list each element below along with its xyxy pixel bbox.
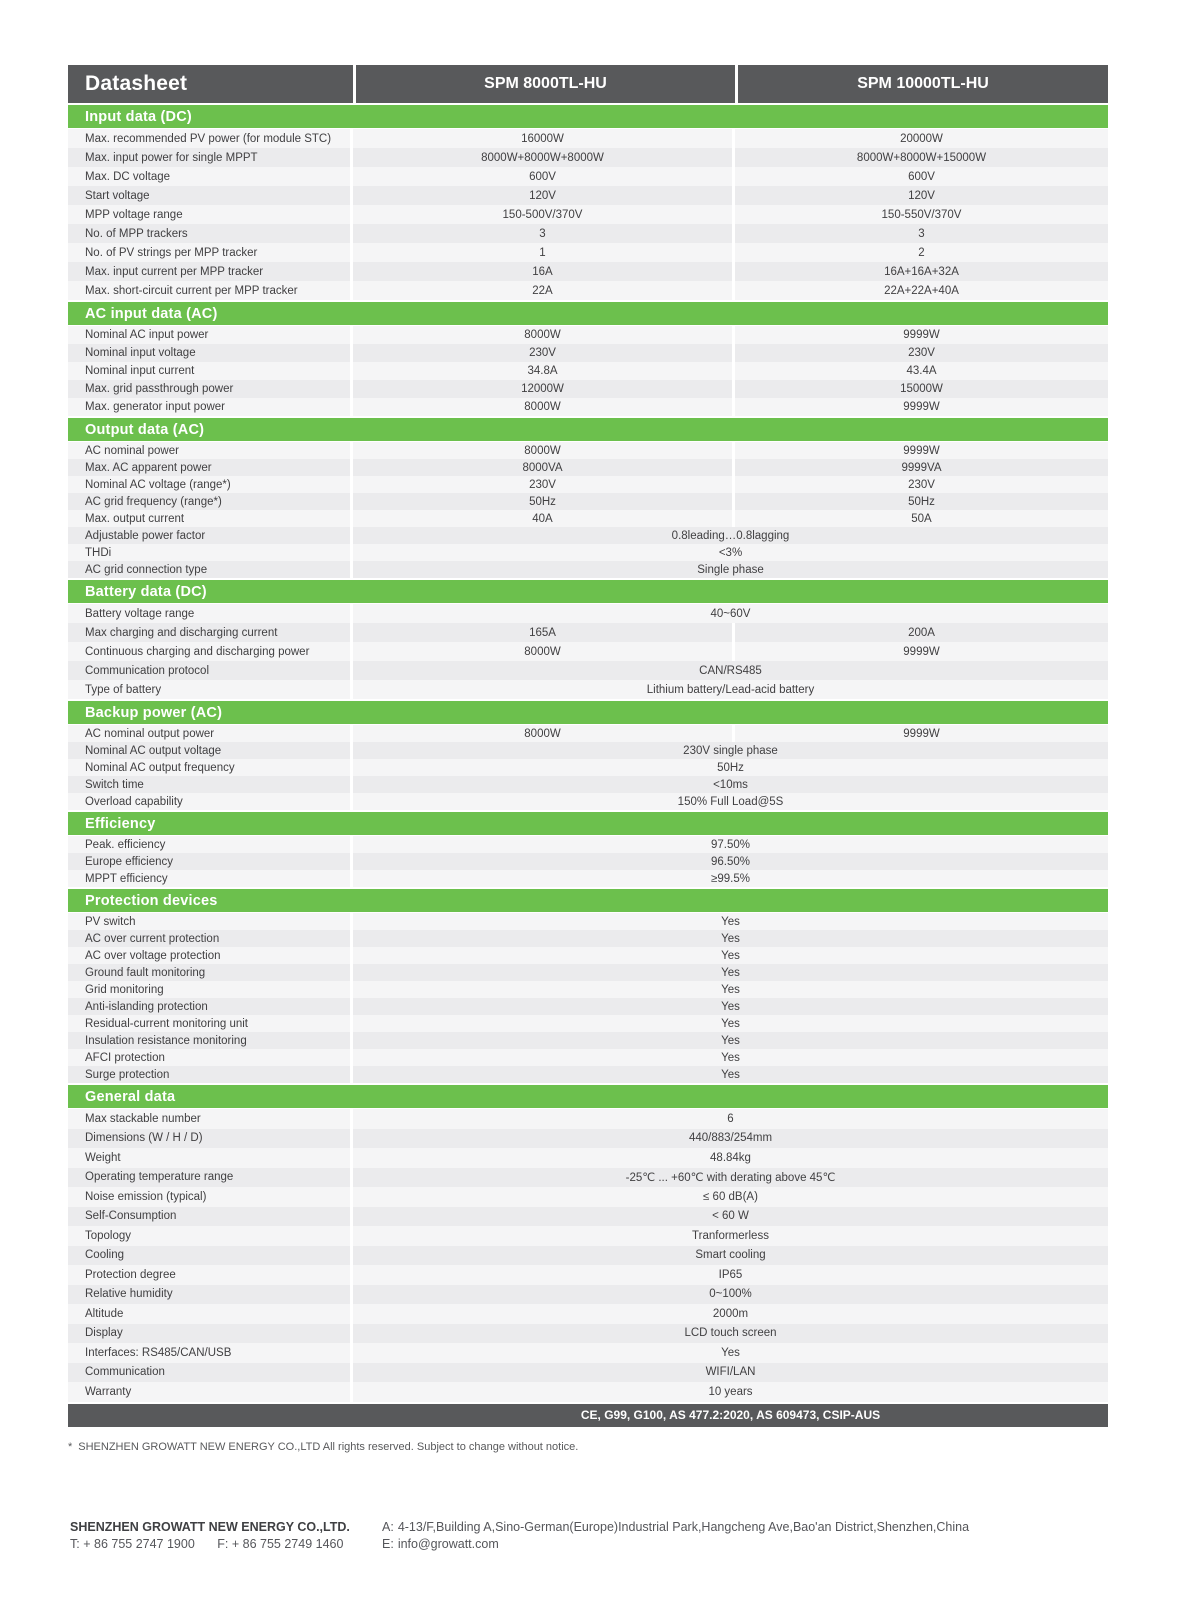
table-row (68, 623, 1108, 642)
row-value-spm10000: 9999W (735, 442, 1108, 459)
section-header: Backup power (AC) (68, 701, 1108, 724)
table-row (68, 148, 1108, 167)
row-value-span: 97.50% (353, 836, 1108, 853)
row-value-span: 10 years (353, 1382, 1108, 1402)
row-label: AC nominal power (68, 442, 350, 459)
table-row (68, 947, 1108, 964)
row-value-spm10000: 43.4A (735, 362, 1108, 380)
row-label: Nominal AC voltage (range*) (68, 476, 350, 493)
row-label: Switch time (68, 776, 350, 793)
table-row (68, 561, 1108, 578)
row-label: Battery voltage range (68, 604, 350, 623)
table-row (68, 527, 1108, 544)
row-value-spm10000: 3 (735, 224, 1108, 243)
row-value-spm8000: 22A (353, 281, 732, 300)
row-label: Adjustable power factor (68, 527, 350, 544)
table-row (68, 344, 1108, 362)
row-label: Max. generator input power (68, 398, 350, 416)
row-label: Max. recommended PV power (for module STC) (68, 129, 350, 148)
row-label: Max. output current (68, 510, 350, 527)
row-value-span: Single phase (353, 561, 1108, 578)
table-row (68, 1324, 1108, 1344)
row-value-spm10000: 50Hz (735, 493, 1108, 510)
section (68, 580, 1108, 699)
row-value-span: Tranformerless (353, 1226, 1108, 1246)
row-label: Noise emission (typical) (68, 1187, 350, 1207)
row-label: Operating temperature range (68, 1168, 350, 1188)
tel-number: + 86 755 2747 1900 (83, 1537, 195, 1551)
row-value-spm10000: 9999W (735, 398, 1108, 416)
table-row (68, 1382, 1108, 1402)
row-value-span: <10ms (353, 776, 1108, 793)
section-header: Efficiency (68, 812, 1108, 835)
email-label: E: (382, 1537, 394, 1551)
section-header: Protection devices (68, 889, 1108, 912)
row-value-span: 0~100% (353, 1285, 1108, 1305)
row-label: AC grid frequency (range*) (68, 493, 350, 510)
footer (70, 1519, 1110, 1553)
row-value-span: WIFI/LAN (353, 1363, 1108, 1383)
table-row (68, 1049, 1108, 1066)
row-value-span: IP65 (353, 1265, 1108, 1285)
row-value-span: 2000m (353, 1304, 1108, 1324)
row-label: Nominal input voltage (68, 344, 350, 362)
row-value-spm8000: 16000W (353, 129, 732, 148)
row-label: Nominal input current (68, 362, 350, 380)
row-label: AC over voltage protection (68, 947, 350, 964)
row-value-spm8000: 8000VA (353, 459, 732, 476)
row-value-spm8000: 16A (353, 262, 732, 281)
email-text: info@growatt.com (397, 1537, 499, 1551)
row-label: No. of MPP trackers (68, 224, 350, 243)
tel-label: T: (70, 1537, 80, 1551)
row-value-span: 230V single phase (353, 742, 1108, 759)
footer-right (382, 1519, 1110, 1553)
section-header: Output data (AC) (68, 418, 1108, 441)
table-row (68, 1015, 1108, 1032)
row-value-span: Lithium battery/Lead-acid battery (353, 680, 1108, 699)
table-row (68, 1109, 1108, 1129)
section (68, 889, 1108, 1083)
row-label: Relative humidity (68, 1285, 350, 1305)
row-label: Max. input current per MPP tracker (68, 262, 350, 281)
fax-label: F: (217, 1537, 229, 1551)
table-row (68, 1148, 1108, 1168)
table-row (68, 930, 1108, 947)
row-label: THDi (68, 544, 350, 561)
certification-bar-spacer (68, 1404, 353, 1427)
row-value-spm8000: 8000W (353, 398, 732, 416)
row-label: Type of battery (68, 680, 350, 699)
table-row (68, 1246, 1108, 1266)
row-value-span: LCD touch screen (353, 1324, 1108, 1344)
row-label: AC nominal output power (68, 725, 350, 742)
row-value-span: 50Hz (353, 759, 1108, 776)
row-value-span: 48.84kg (353, 1148, 1108, 1168)
row-value-span: ≥99.5% (353, 870, 1108, 887)
table-row (68, 870, 1108, 887)
table-row (68, 1343, 1108, 1363)
row-label: Max. input power for single MPPT (68, 148, 350, 167)
row-value-spm8000: 12000W (353, 380, 732, 398)
row-label: Self-Consumption (68, 1207, 350, 1227)
row-value-spm8000: 1 (353, 243, 732, 262)
section (68, 418, 1108, 578)
row-label: AFCI protection (68, 1049, 350, 1066)
table-row (68, 476, 1108, 493)
row-value-span: Yes (353, 1049, 1108, 1066)
row-value-span: 440/883/254mm (353, 1129, 1108, 1149)
row-label: Weight (68, 1148, 350, 1168)
section (68, 701, 1108, 810)
row-label: Cooling (68, 1246, 350, 1266)
table-row (68, 1168, 1108, 1188)
section (68, 302, 1108, 416)
row-value-spm10000: 120V (735, 186, 1108, 205)
column-header-spm10000: SPM 10000TL-HU (735, 65, 1108, 103)
section-header: General data (68, 1085, 1108, 1108)
row-value-span: CAN/RS485 (353, 661, 1108, 680)
row-label: AC grid connection type (68, 561, 350, 578)
row-value-spm8000: 50Hz (353, 493, 732, 510)
row-label: Interfaces: RS485/CAN/USB (68, 1343, 350, 1363)
table-row (68, 186, 1108, 205)
table-row (68, 205, 1108, 224)
row-label: Peak. efficiency (68, 836, 350, 853)
row-value-spm10000: 15000W (735, 380, 1108, 398)
row-value-span: Smart cooling (353, 1246, 1108, 1266)
row-label: Protection degree (68, 1265, 350, 1285)
certification-text: CE, G99, G100, AS 477.2:2020, AS 609473, CSIP-AUS (580, 1408, 881, 1422)
row-value-span: Yes (353, 1015, 1108, 1032)
table-row (68, 853, 1108, 870)
table-row (68, 281, 1108, 300)
row-value-span: Yes (353, 998, 1108, 1015)
row-value-spm10000: 8000W+8000W+15000W (735, 148, 1108, 167)
row-value-spm8000: 165A (353, 623, 732, 642)
row-value-span: Yes (353, 1066, 1108, 1083)
row-value-spm8000: 8000W (353, 725, 732, 742)
row-label: MPPT efficiency (68, 870, 350, 887)
table-row (68, 459, 1108, 476)
row-value-span: Yes (353, 913, 1108, 930)
row-value-spm8000: 150-500V/370V (353, 205, 732, 224)
table-row (68, 1187, 1108, 1207)
table-row (68, 262, 1108, 281)
row-label: Continuous charging and discharging power (68, 642, 350, 661)
footer-left (70, 1519, 382, 1553)
table-row (68, 442, 1108, 459)
row-value-spm10000: 230V (735, 476, 1108, 493)
table-row (68, 759, 1108, 776)
table-row (68, 243, 1108, 262)
table-row (68, 224, 1108, 243)
row-value-spm8000: 34.8A (353, 362, 732, 380)
table-row (68, 167, 1108, 186)
row-label: Max. DC voltage (68, 167, 350, 186)
row-value-spm10000: 150-550V/370V (735, 205, 1108, 224)
table-row (68, 742, 1108, 759)
row-label: AC over current protection (68, 930, 350, 947)
address-label: A: (382, 1520, 394, 1534)
table-row (68, 964, 1108, 981)
row-value-spm8000: 600V (353, 167, 732, 186)
table-row (68, 998, 1108, 1015)
row-value-spm10000: 230V (735, 344, 1108, 362)
table-row (68, 1285, 1108, 1305)
row-value-span: Yes (353, 930, 1108, 947)
row-value-spm8000: 40A (353, 510, 732, 527)
table-row (68, 1066, 1108, 1083)
table-row (68, 836, 1108, 853)
row-value-spm8000: 8000W+8000W+8000W (353, 148, 732, 167)
table-row (68, 129, 1108, 148)
row-value-spm8000: 230V (353, 344, 732, 362)
row-value-spm10000: 22A+22A+40A (735, 281, 1108, 300)
row-value-spm10000: 9999W (735, 642, 1108, 661)
row-label: Nominal AC input power (68, 326, 350, 344)
row-value-spm10000: 20000W (735, 129, 1108, 148)
section-header: Battery data (DC) (68, 580, 1108, 603)
row-value-span: Yes (353, 981, 1108, 998)
row-value-span: < 60 W (353, 1207, 1108, 1227)
row-value-span: Yes (353, 1032, 1108, 1049)
row-label: Communication protocol (68, 661, 350, 680)
table-row (68, 326, 1108, 344)
section (68, 105, 1108, 300)
column-header-spm8000: SPM 8000TL-HU (353, 65, 735, 103)
row-label: Insulation resistance monitoring (68, 1032, 350, 1049)
row-label: Max. AC apparent power (68, 459, 350, 476)
table-row (68, 380, 1108, 398)
row-value-spm10000: 600V (735, 167, 1108, 186)
row-label: Nominal AC output frequency (68, 759, 350, 776)
row-value-spm10000: 2 (735, 243, 1108, 262)
row-value-span: ≤ 60 dB(A) (353, 1187, 1108, 1207)
row-label: Europe efficiency (68, 853, 350, 870)
row-value-span: 40~60V (353, 604, 1108, 623)
table-row (68, 544, 1108, 561)
row-value-spm8000: 120V (353, 186, 732, 205)
table-row (68, 1363, 1108, 1383)
table-row (68, 1207, 1108, 1227)
table-row (68, 1129, 1108, 1149)
row-value-spm10000: 16A+16A+32A (735, 262, 1108, 281)
row-value-span: -25℃ ... +60℃ with derating above 45℃ (353, 1168, 1108, 1188)
table-row (68, 776, 1108, 793)
table-row (68, 725, 1108, 742)
row-label: Start voltage (68, 186, 350, 205)
row-label: Max. grid passthrough power (68, 380, 350, 398)
row-value-span: 0.8leading…0.8lagging (353, 527, 1108, 544)
row-label: PV switch (68, 913, 350, 930)
row-label: Ground fault monitoring (68, 964, 350, 981)
table-row (68, 793, 1108, 810)
row-label: Max. short-circuit current per MPP tracker (68, 281, 350, 300)
footer-address-line (382, 1519, 1110, 1536)
table-row (68, 1265, 1108, 1285)
footnote-marker: * (68, 1440, 73, 1453)
row-value-span: <3% (353, 544, 1108, 561)
row-label: Dimensions (W / H / D) (68, 1129, 350, 1149)
row-label: Max stackable number (68, 1109, 350, 1129)
table-row (68, 1304, 1108, 1324)
table-row (68, 642, 1108, 661)
footer-phone-line (70, 1536, 382, 1553)
row-label: Topology (68, 1226, 350, 1246)
row-label: Nominal AC output voltage (68, 742, 350, 759)
table-row (68, 604, 1108, 623)
row-value-span: 6 (353, 1109, 1108, 1129)
row-label: Surge protection (68, 1066, 350, 1083)
footnote (68, 1441, 1108, 1453)
footnote-text: SHENZHEN GROWATT NEW ENERGY CO.,LTD All rights reserved. Subject to change without notice. (78, 1440, 579, 1453)
row-value-spm8000: 8000W (353, 642, 732, 661)
row-value-spm10000: 9999VA (735, 459, 1108, 476)
table-header-row (68, 65, 1108, 103)
page-title: Datasheet (85, 72, 188, 95)
row-label: Display (68, 1324, 350, 1344)
row-label: MPP voltage range (68, 205, 350, 224)
table-row (68, 493, 1108, 510)
row-label: Grid monitoring (68, 981, 350, 998)
row-value-spm8000: 8000W (353, 326, 732, 344)
address-text: 4-13/F,Building A,Sino-German(Europe)Industrial Park,Hangcheng Ave,Bao'an District,Shenzhen,China (397, 1520, 970, 1534)
row-value-span: 150% Full Load@5S (353, 793, 1108, 810)
certification-bar (68, 1404, 1108, 1427)
table-row (68, 680, 1108, 699)
row-value-span: 96.50% (353, 853, 1108, 870)
row-label: Overload capability (68, 793, 350, 810)
section-header: AC input data (AC) (68, 302, 1108, 325)
table-row (68, 362, 1108, 380)
table-row (68, 1226, 1108, 1246)
table-row (68, 510, 1108, 527)
row-label: No. of PV strings per MPP tracker (68, 243, 350, 262)
section (68, 1085, 1108, 1402)
datasheet-table (68, 65, 1108, 1453)
table-row (68, 913, 1108, 930)
row-label: Communication (68, 1363, 350, 1383)
row-value-spm8000: 8000W (353, 442, 732, 459)
row-value-span: Yes (353, 1343, 1108, 1363)
row-value-spm10000: 9999W (735, 326, 1108, 344)
table-row (68, 661, 1108, 680)
row-value-spm10000: 200A (735, 623, 1108, 642)
row-value-span: Yes (353, 947, 1108, 964)
row-value-spm10000: 50A (735, 510, 1108, 527)
footer-email-line (382, 1536, 1110, 1553)
row-value-span: Yes (353, 964, 1108, 981)
row-value-spm8000: 3 (353, 224, 732, 243)
table-row (68, 981, 1108, 998)
company-name: SHENZHEN GROWATT NEW ENERGY CO.,LTD. (70, 1520, 350, 1534)
sections (68, 105, 1108, 1402)
row-label: Altitude (68, 1304, 350, 1324)
row-label: Anti-islanding protection (68, 998, 350, 1015)
row-label: Residual-current monitoring unit (68, 1015, 350, 1032)
row-value-spm8000: 230V (353, 476, 732, 493)
row-label: Warranty (68, 1382, 350, 1402)
table-row (68, 398, 1108, 416)
fax-number: + 86 755 2749 1460 (231, 1537, 344, 1551)
section-header: Input data (DC) (68, 105, 1108, 128)
row-label: Max charging and discharging current (68, 623, 350, 642)
table-row (68, 1032, 1108, 1049)
row-value-spm10000: 9999W (735, 725, 1108, 742)
section (68, 812, 1108, 887)
